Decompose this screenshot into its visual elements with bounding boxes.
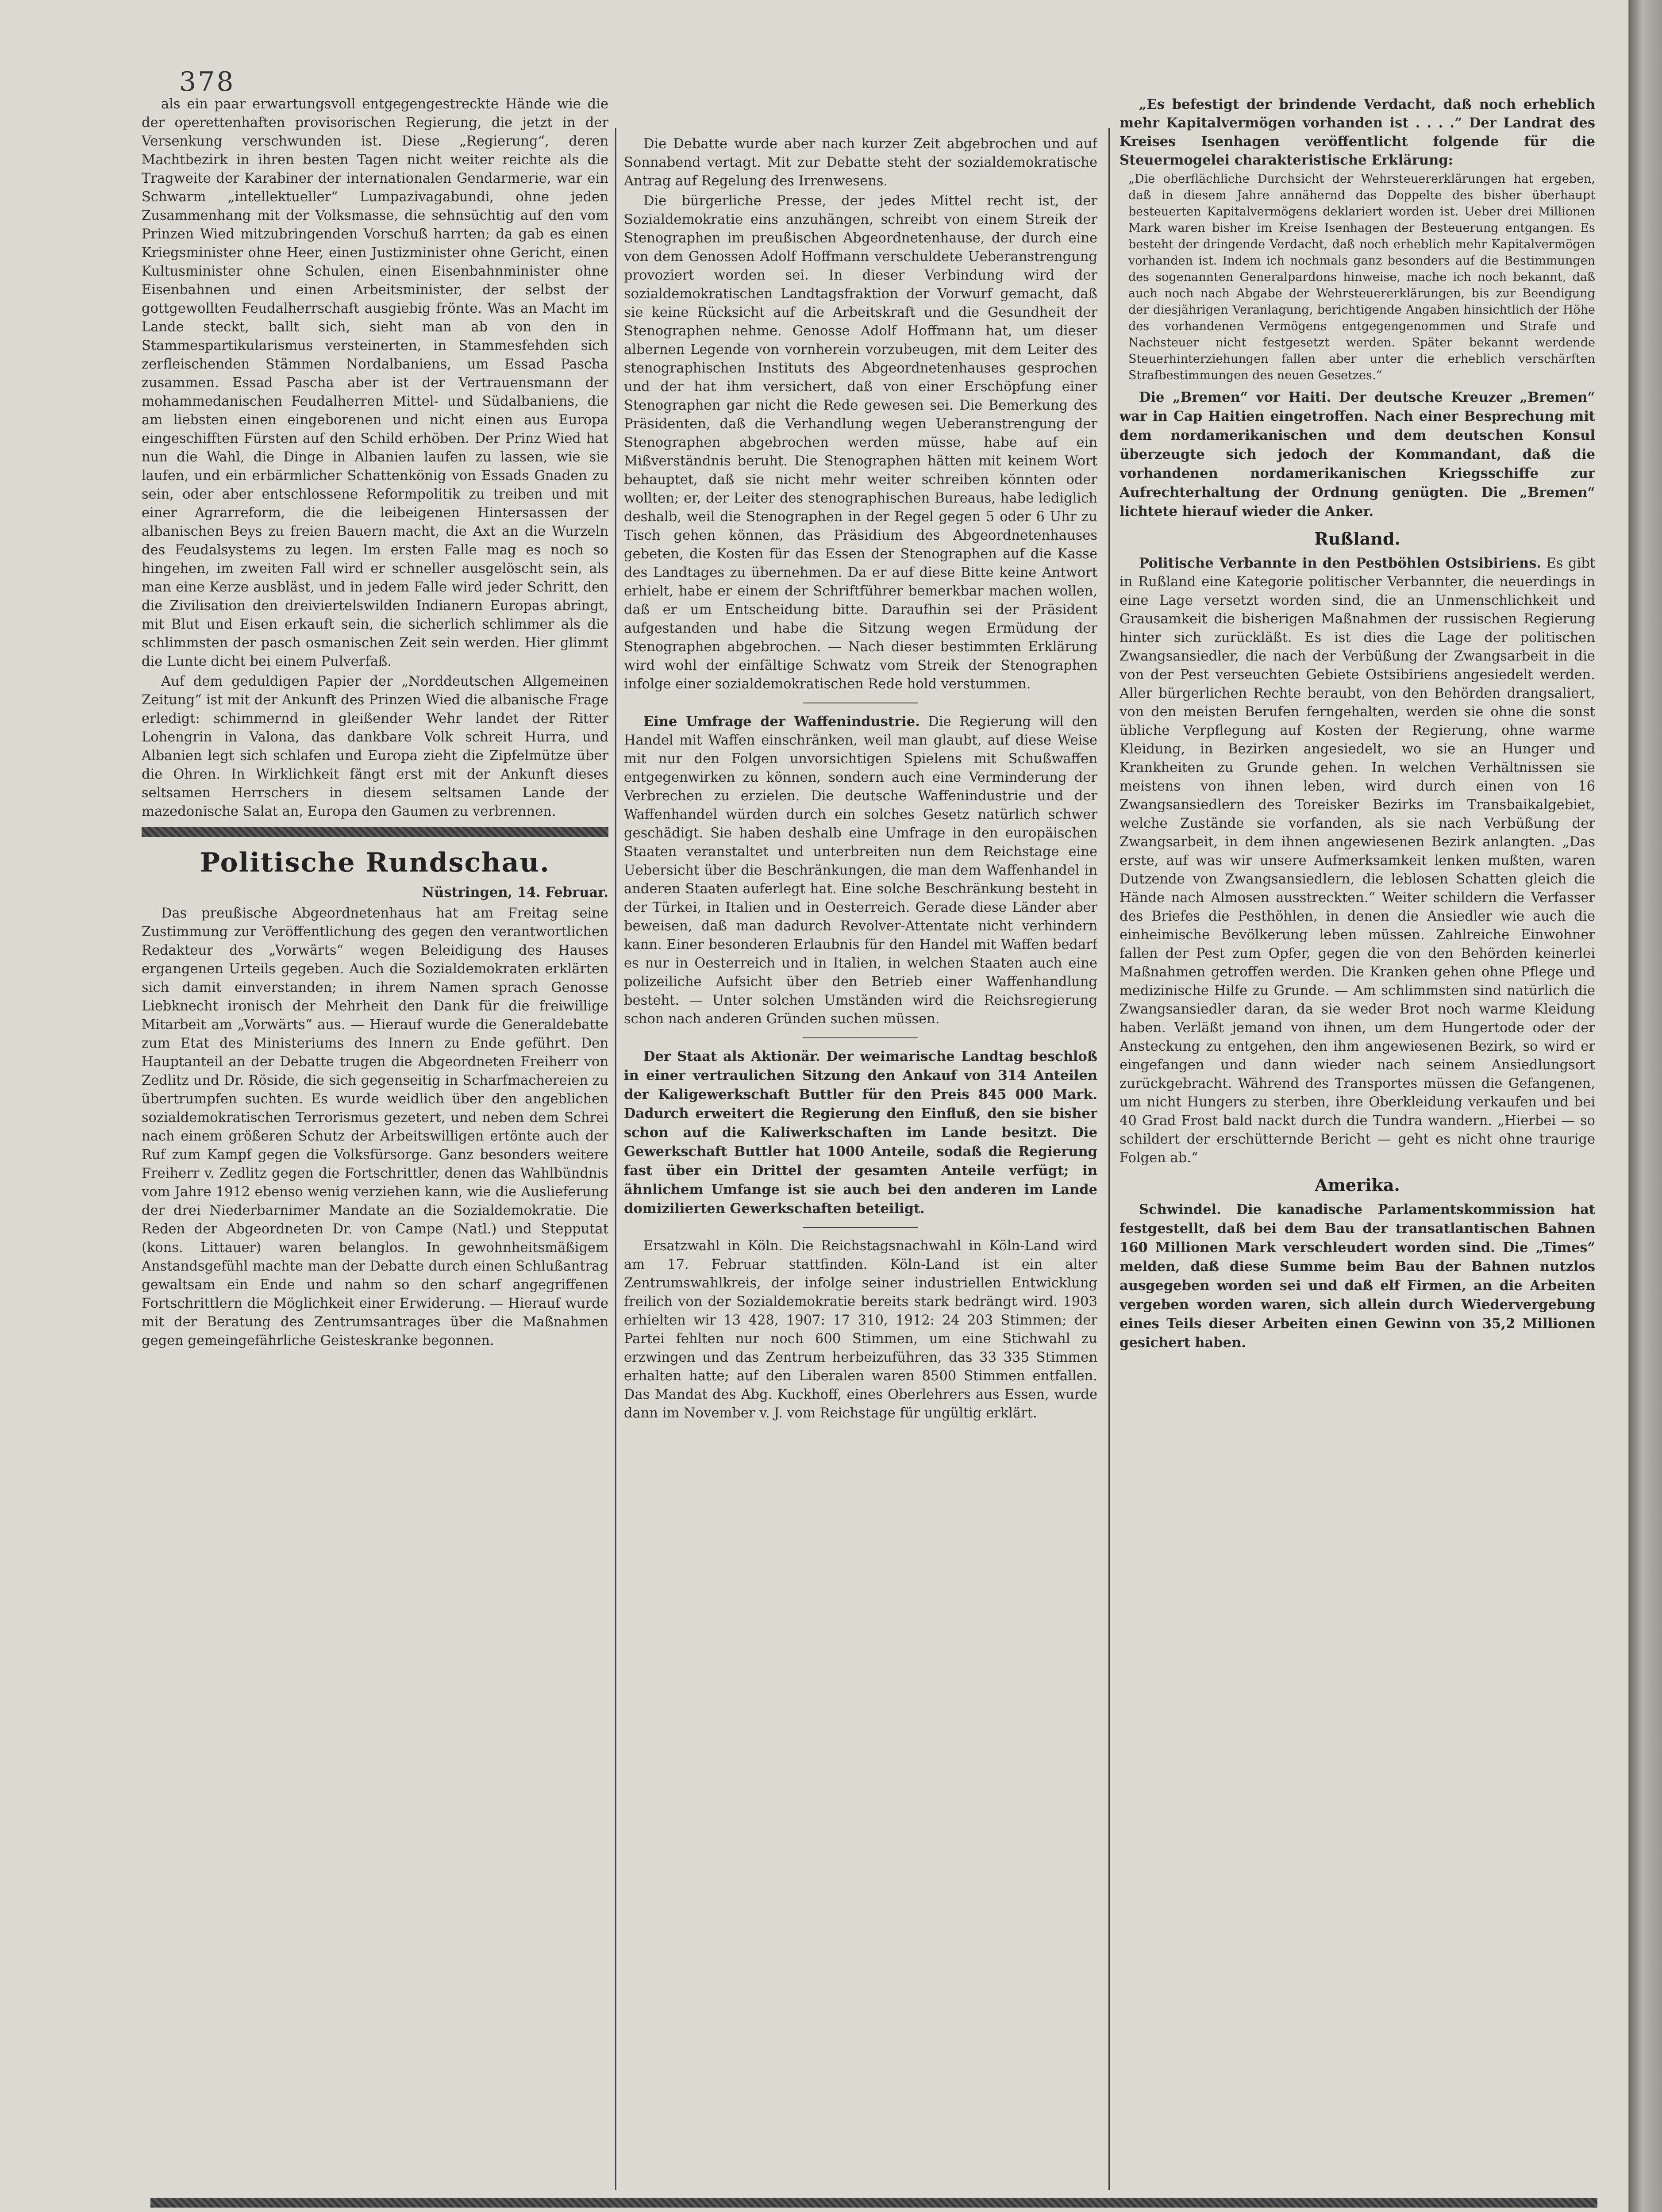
country-heading: Rußland. [1314,529,1400,549]
feuilleton-separator [150,2198,1597,2208]
article-paragraph: als ein paar erwartungsvoll entgegengestreckte Hände wie die der operettenhaften provisorischen Regierung, die jetzt in der Versenkung verschwunden ist. Diese „Regierung“, deren Machtbezirk in ihren besten Tagen nicht weiter reichte als die Tragweite der Karabiner der internationalen Gendarmerie, war ein Schwarm „intellektueller“ Lumpazivagabundi, ohne jeden Zusammenhang mit der Volksmasse, die sehnsüchtig auf den vom Prinzen Wied mitzubringenden Vorschuß harrten; da gab es einen Kriegsminister ohne Heer, einen Justizminister ohne Gericht, einen Kultusminister ohne Schulen, einen Eisenbahnminister ohne Eisenbahnen und einen Arbeitsminister, der selbst der gottgewollten Feudalherrschaft ausgiebig frönte. Was an Macht im Lande steckt, ballt sich, sieht man ab von den in Stammespartikularismus versteinerten, in Stammesfehden sich zerfleischenden Stämmen Nordalbaniens, um Essad Pascha zusammen. Essad Pascha aber ist der Vertrauensmann der mohammedanischen Feudalherren Mittel- und Südalbaniens, die am liebsten einen eingeborenen und nicht einen aus Europa eingeschifften Fürsten auf den Schild erhöben. Der Prinz Wied hat nun die Wahl, die Dinge in Albanien laufen zu lassen, wie sie laufen, und ein erbärmlicher Schattenkönig von Essads Gnaden zu sein, oder aber entschlossene Reformpolitik zu treiben und mit einer Agrarreform, die die leibeigenen Hintersassen der albanischen Beys zu freien Bauern macht, die Axt an die Wurzeln des Feudalsystems zu legen. Im ersten Falle mag es noch so hingehen, im zweiten Fall wird er schneller ausgelöscht sein, als man eine Kerze ausbläst, und in jedem Falle wird jeder Schritt, den die Zivilisation den dreiviertelswilden Indianern Europas abringt, mit Blut und Eisen erkauft sein, die sicherlich schlimmer als die schlimmsten der pasch osmanischen Zeit sein werden. Hier glimmt die Lunte dicht bei einem Pulverfaß. [142,96,608,669]
column-divider [1108,128,1110,2190]
article-title: Die „Bremen“ vor Haiti. [1139,389,1331,405]
article-text: Die Regierung will den Handel mit Waffen einschränken, weil man glaubt, auf diese Weise mit nur den Folgen unvorsichtigen Spielens mit Schußwaffen entgegenwirken zu können, sondern auch eine Verminderung der Verbrechen zu erzielen. Die deutsche Waffenindustrie und der Waffenhandel würden durch ein solches Gesetz natürlich schwer geschädigt. Sie haben deshalb eine Umfrage in den europäischen Staaten veranstaltet und unterbreiten nun dem Reichstage eine Uebersicht über die Beschränkungen, die man dem Waffenhandel in anderen Staaten auferlegt hat. Eine solche Beschränkung besteht in der Türkei, in Italien und in Oesterreich. Gerade diese Länder aber beweisen, daß man dadurch Revolver-Attentate nicht verhindern kann. Einer besonderen Erlaubnis für den Handel mit Waffen bedarf es nur in Oesterreich und in Italien, in welchen Staaten auch eine polizeiliche Aufsicht über den Betrieb einer Waffenhandlung besteht. — Unter solchen Umständen wird die Reichsregierung schon nach anderen Gründen suchen müssen. [624,714,1097,1027]
column-2 [624,135,1097,2190]
article-title: Schwindel. [1139,1202,1221,1217]
article-text: Der weimarische Landtag beschloß in einer vertraulichen Sitzung den Ankauf von 314 Anteilen der Kaligewerkschaft Buttler für den Preis 845 000 Mark. Dadurch erweitert die Regierung den Einfluß, den sie bisher schon auf die Kaliwerkschaften im Lande besitzt. Die Gewerkschaft Buttler hat 1000 Anteile, sodaß die Regierung fast über ein Drittel der gesamten Anteile verfügt; in ähnlichem Umfange ist sie auch bei den anderen im Lande domizilierten Gewerkschaften beteiligt. [624,1048,1097,1217]
column-1 [142,95,608,2112]
quoted-declaration: „Die oberflächliche Durchsicht der Wehrsteuererklärungen hat ergeben, daß in diesem Jahre annähernd das Doppelte des bisher überhaupt besteuerten Kapitalvermögens deklariert worden ist. Ueber drei Millionen Mark waren bisher im Kreise Isenhagen der Besteuerung entgangen. Es besteht der dringende Verdacht, daß noch erheblich mehr Kapitalvermögen vorhanden ist. Indem ich nochmals ganz besonders auf die Bestimmungen des sogenannten Generalpardons hinweise, mache ich noch bekannt, daß auch noch nach Abgabe der Wehrsteuererklärungen, bis zur Beendigung der diesjährigen Veranlagung, berichtigende Angaben hinsichtlich der Höhe des vorhandenen Vermögens entgegengenommen und Strafe und Nachsteuer nicht festgesetzt werden. Später bekannt werdende Steuerhinterziehungen fallen aber unter die erheblich verschärften Strafbestimmungen des neuen Gesetzes.“ [1128,172,1595,382]
dateline: Nüstringen, 14. Februar. [422,884,608,900]
article-paragraph: Auf dem geduldigen Papier der „Norddeutschen Allgemeinen Zeitung“ ist mit der Ankunft des Prinzen Wied die albanische Frage erledigt: schimmernd in gleißender Wehr landet der Ritter Lohengrin in Valona, das dankbare Volk schreit Hurra, und Albanien legt sich schlafen und Europa zieht die Zipfelmütze über die Ohren. In Wirklichkeit fängt erst mit der Ankunft dieses seltsamen Herrschers in diesem seltsamen Lande der mazedonische Salat an, Europa den Gaumen zu verbrennen. [142,674,608,819]
country-heading: Amerika. [1315,1175,1400,1195]
article-paragraph: Ersatzwahl in Köln. Die Reichstagsnachwahl in Köln-Land wird am 17. Februar stattfinden. Köln-Land ist ein alter Zentrumswahlkreis, der infolge seiner industriellen Entwicklung freilich von der Sozialdemokratie bereits stark bedrängt wird. 1903 erhielten wir 13 428, 1907: 17 310, 1912: 24 203 Stimmen; der Partei fehlten nur noch 600 Stimmen, um eine Stichwahl zu erzwingen und das Zentrum herbeizuführen, das 33 335 Stimmen erhalten hatte; auf den Liberalen waren 8500 Stimmen entfallen. Das Mandat des Abg. Kuckhoff, eines Oberlehrers aus Essen, wurde dann im November v. J. vom Reichstage für ungültig erklärt. [624,1238,1097,1421]
article-paragraph: Das preußische Abgeordnetenhaus hat am Freitag seine Zustimmung zur Veröffentlichung des gegen den verantwortlichen Redakteur des „Vorwärts“ wegen Beleidigung des Hauses ergangenen Urteils gegeben. Auch die Sozialdemokraten erklärten sich damit einverstanden; in ihrem Namen sprach Genosse Liebknecht ironisch der Mehrheit den Dank für die freiwillige Mitarbeit am „Vorwärts“ aus. — Hierauf wurde die Generaldebatte zum Etat des Ministeriums des Innern zu Ende geführt. Den Hauptanteil an der Debatte trugen die Abgeordneten Freiherr von Zedlitz und Dr. Röside, die sich gegenseitig in Scharfmachereien zu übertrumpfen suchten. Es wurde weidlich über den angeblichen sozialdemokratischen Terrorismus gezetert, und neben dem Schrei nach einem größeren Schutz der Arbeitswilligen ertönte auch der Ruf zum Kampf gegen die Volksfürsorge. Ganz besonders weitere Freiherr v. Zedlitz gegen die Fortschrittler, denen das Wahlbündnis vom Jahre 1912 ebenso wenig verziehen kann, wie die Auslieferung der drei Niederbarnimer Mandate an die Sozialdemokratie. Die Reden der Abgeordneten Dr. von Campe (Natl.) und Stepputat (kons. Littauer) waren belanglos. In gewohnheitsmäßigem Anstandsgefühl machte man der Debatte durch einen Schlußantrag gewaltsam ein Ende und nahm so den scharf angegriffenen Fortschrittlern die Möglichkeit einer Erwiderung. — Hierauf wurde mit der Beratung des Zentrumsantrages über die Maßnahmen gegen gemeingefährliche Geisteskranke begonnen. [142,906,608,1348]
article-text: Der deutsche Kreuzer „Bremen“ war in Cap Haitien eingetroffen. Nach einer Besprechung mit dem nordamerikanischen und dem deutschen Konsul überzeugte sich jedoch der Kommandant, daß die vorhandenen nordamerikanischen Kriegsschiffe zur Aufrechterhaltung der Ordnung genügten. Die „Bremen“ lichtete hierauf wieder die Anker. [1120,389,1595,519]
column-divider [615,128,616,2190]
section-title: Politische Rundschau. [200,847,550,878]
page-number: 378 [179,66,235,97]
article-paragraph: Die bürgerliche Presse, der jedes Mittel recht ist, der Sozialdemokratie eins anzuhängen, schreibt von einem Streik der Stenographen im preußischen Abgeordnetenhause, der durch eine von dem Genossen Adolf Hoffmann verschuldete Ueberanstrengung provoziert worden sei. In dieser Verbindung wird der sozialdemokratischen Landtagsfraktion der Vorwurf gemacht, daß sie keine Rücksicht auf die Arbeitskraft und die Gesundheit der Stenographen nehme. Genosse Adolf Hoffmann hat, um dieser albernen Legende von vornherein vorzubeugen, mit dem Leiter des stenographischen Instituts des Abgeordnetenhauses gesprochen und der hat ihm versichert, daß von einer Erschöpfung einer Stenographen gar nicht die Rede gewesen sei. Die Bemerkung des Präsidenten, daß die Verhandlung wegen Ueberanstrengung der Stenographen abgebrochen werden müsse, habe auf ein Mißverständnis beruht. Die Stenographen hätten mit keinem Wort behauptet, daß sie nicht mehr weiter schreiben könnten oder wollten; er, der Leiter des stenographischen Bureaus, habe lediglich deshalb, weil die Stenographen in der Regel gegen 5 oder 6 Uhr zu Tisch gehen können, das Präsidium des Abgeordnetenhauses gebeten, die Kosten für das Essen der Stenographen auf die Kasse des Landtages zu übernehmen. Da er auf diese Bitte keine Antwort erhielt, habe er einem der Schriftführer bemerkbar machen wollen, daß er um Entscheidung bitte. Daraufhin sei der Präsident aufgestanden und habe die Sitzung wegen Ermüdung der Stenographen abgebrochen. — Nach dieser bestimmten Erklärung wird wohl der einfältige Schwatz vom Streik der Stenographen infolge einer sozialdemokratischen Rede hold verstummen. [624,193,1097,692]
article-paragraph: Die Debatte wurde aber nach kurzer Zeit abgebrochen und auf Sonnabend vertagt. Mit zur Debatte steht der sozialdemokratische Antrag auf Regelung des Irrenwesens. [624,136,1097,189]
article-title: Eine Umfrage der Waffenindustrie. [643,714,920,730]
column-3 [1120,95,1595,2183]
article-paragraph: „Es befestigt der brindende Verdacht, daß noch erheblich mehr Kapitalvermögen vorhanden ist . . . .“ Der Landrat des Kreises Isenhagen veröffentlicht folgende für die Steuermogelei charakteristische Erklärung: [1120,96,1595,168]
article-text: Die kanadische Parlamentskommission hat festgestellt, daß bei dem Bau der transatlantischen Bahnen 160 Millionen Mark verschleudert worden sind. Die „Times“ melden, daß diese Summe beim Bau der Bahnen nutzlos ausgegeben worden sei und daß elf Firmen, an die Arbeiten vergeben worden waren, sich allein durch Wiedervergebung eines Teils dieser Arbeiten einen Gewinn von 35,2 Millionen gesichert haben. [1120,1202,1595,1351]
section-separator [142,827,608,837]
article-separator [803,1227,918,1228]
adjacent-page-edge [1629,0,1662,2212]
article-separator [803,1037,918,1038]
article-title: Der Staat als Aktionär. [643,1048,820,1064]
article-text: Es gibt in Rußland eine Kategorie politischer Verbannter, die neuerdings in eine Lage versetzt worden sind, die an Unmenschlichkeit und Grausamkeit die bisherigen Maßnahmen der russischen Regierung hinter sich zurückläßt. Es ist dies die Lage der politischen Zwangsansiedler, die nach der Verbüßung der Zwangsarbeit in die von der Pest verseuchten Gebiete Ostsibiriens angesiedelt werden. Aller bürgerlichen Rechte beraubt, von den Behörden drangsaliert, von den meisten Berufen ferngehalten, werden sie ohne die sonst übliche Verpflegung auf Kosten der Regierung, ohne warme Kleidung, in Bezirken angesiedelt, wo sie an Hunger und Krankheiten zu Grunde gehen. In welchen Verhältnissen sie meistens von ihnen leben, wird durch einen von 16 Zwangsansiedlern des Toreisker Bezirks im Transbaikalgebiet, welche Zustände sie vorfanden, als sie nach Verbüßung der Zwangsarbeit, in dem ihnen angewiesenen Bezirk anlangten. „Das erste, auf was wir unsere Aufmerksamkeit lenken mußten, waren Dutzende von Zwangsansiedlern, die leblosen Schatten gleich die Hände nach Almosen ausstreckten.“ Weiter schildern die Verfasser des Briefes die Pesthöhlen, in denen die Ansiedler wie auch die einheimische Bevölkerung leben müssen. Zahlreiche Einwohner fallen der Pest zum Opfer, gegen die von den Behörden keinerlei Maßnahmen getroffen werden. Die Kranken gehen ohne Pflege und medizinische Hilfe zu Grunde. — Am schlimmsten sind natürlich die Zwangsansiedler daran, da sie weder Brot noch warme Kleidung haben. Verläßt jemand von ihnen, um dem Hungertode oder der Ansteckung zu entgehen, den ihm angewiesenen Bezirk, so wird er eingefangen und dann wieder nach seinem Ansiedlungsort zurückgebracht. Während des Transportes müssen die Gefangenen, um nicht Hungers zu sterben, ihre Oberkleidung verkaufen und bei 40 Grad Frost bald nackt durch die Tundra wandern. „Hierbei — so schildert der erschütternde Bericht — geht es nicht ohne traurige Folgen ab.“ [1120,556,1595,1166]
article-title: Politische Verbannte in den Pestböhlen Ostsibiriens. [1139,555,1542,571]
